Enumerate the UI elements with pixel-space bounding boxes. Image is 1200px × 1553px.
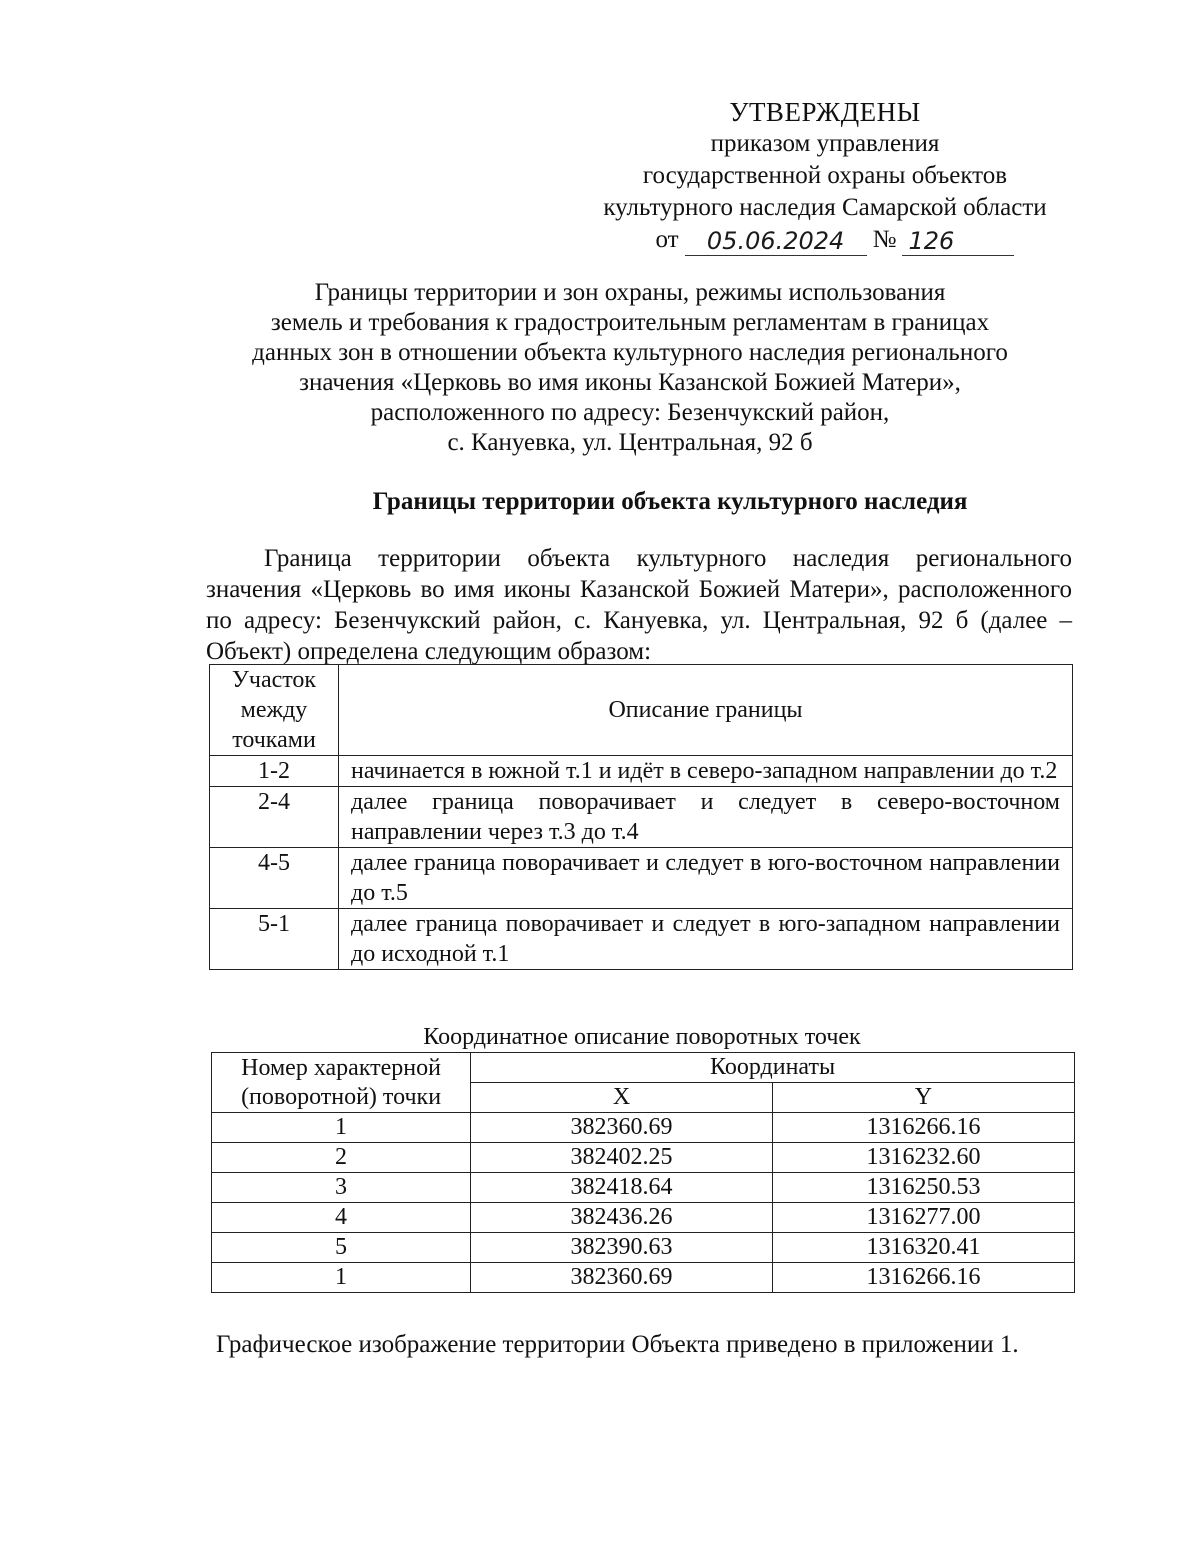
title-line-1: Границы территории и зон охраны, режимы использования	[314, 279, 946, 306]
title-line-5: расположенного по адресу: Безенчукский район,	[370, 399, 890, 426]
y-cell: 1316277.00	[772, 1203, 1074, 1233]
handwritten-date: 05.06.2024	[685, 227, 867, 256]
point-cell: 1	[212, 1113, 471, 1143]
boundary-header-row	[210, 665, 1073, 756]
x-cell: 382436.26	[471, 1203, 773, 1233]
point-cell: 1	[212, 1263, 471, 1293]
segment-cell: 1-2	[210, 756, 339, 787]
segment-cell: 2-4	[210, 787, 339, 848]
order-line	[580, 224, 1090, 256]
table-row	[212, 1173, 1075, 1203]
table-row	[212, 1113, 1075, 1143]
header-point-number: Номер характерной (поворотной) точки	[212, 1053, 471, 1113]
title-line-2: земель и требования к градостроительным регламентам в границах	[270, 309, 990, 336]
table-row	[210, 909, 1073, 970]
header-y: Y	[772, 1083, 1074, 1113]
approval-line-2: государственной охраны объектов	[642, 162, 1008, 189]
description-cell: далее граница поворачивает и следует в северо-восточном направлении через т.3 до т.4	[339, 787, 1073, 848]
y-cell: 1316250.53	[772, 1173, 1074, 1203]
table-row	[210, 787, 1073, 848]
y-cell: 1316320.41	[772, 1233, 1074, 1263]
point-cell: 4	[212, 1203, 471, 1233]
table-row	[210, 848, 1073, 909]
x-cell: 382360.69	[471, 1113, 773, 1143]
title-line-4: значения «Церковь во имя иконы Казанской Божией Матери»,	[299, 369, 961, 396]
table-row	[212, 1233, 1075, 1263]
coords-caption: Координатное описание поворотных точек	[423, 1024, 861, 1050]
footer-note: Графическое изображение территории Объекта приведено в приложении 1.	[216, 1331, 1019, 1358]
y-cell: 1316266.16	[772, 1113, 1074, 1143]
point-cell: 5	[212, 1233, 471, 1263]
description-cell: начинается в южной т.1 и идёт в северо-западном направлении до т.2	[339, 756, 1073, 787]
header-coordinates: Координаты	[471, 1053, 1075, 1083]
approval-line-3: культурного наследия Самарской области	[603, 194, 1047, 221]
y-cell: 1316232.60	[772, 1143, 1074, 1173]
point-cell: 3	[212, 1173, 471, 1203]
intro-paragraph: Граница территории объекта культурного наследия регионального значения «Церковь во имя иконы Казанской Божией Матери», расположенного по адресу: Безенчукский район, с. Кануевка, ул. Центральная, 92 б (далее – Объект) определена следующим образом:	[206, 545, 1072, 665]
x-cell: 382360.69	[471, 1263, 773, 1293]
handwritten-number: 126	[902, 227, 1014, 256]
description-cell: далее граница поворачивает и следует в юго-западном направлении до исходной т.1	[339, 909, 1073, 970]
approval-block	[560, 96, 1090, 256]
section-title: Границы территории объекта культурного наследия	[372, 488, 968, 515]
title-line-6: с. Кануевка, ул. Центральная, 92 б	[447, 429, 813, 456]
header-x: X	[471, 1083, 773, 1113]
coordinates-table	[211, 1052, 1075, 1293]
segment-cell: 5-1	[210, 909, 339, 970]
coords-header-row	[212, 1053, 1075, 1083]
x-cell: 382402.25	[471, 1143, 773, 1173]
approval-heading: УТВЕРЖДЕНЫ	[729, 97, 921, 127]
boundary-table	[209, 664, 1073, 970]
table-row	[212, 1263, 1075, 1293]
number-label: №	[872, 226, 897, 253]
x-cell: 382390.63	[471, 1233, 773, 1263]
segment-cell: 4-5	[210, 848, 339, 909]
point-cell: 2	[212, 1143, 471, 1173]
table-row	[212, 1143, 1075, 1173]
y-cell: 1316266.16	[772, 1263, 1074, 1293]
header-segment: Участок между точками	[210, 665, 339, 756]
header-description: Описание границы	[339, 665, 1073, 756]
title-line-3: данных зон в отношении объекта культурного наследия регионального	[252, 339, 1008, 366]
x-cell: 382418.64	[471, 1173, 773, 1203]
table-row	[212, 1203, 1075, 1233]
document-title	[150, 278, 1110, 458]
table-row	[210, 756, 1073, 787]
from-label: от	[655, 226, 679, 253]
description-cell: далее граница поворачивает и следует в юго-восточном направлении до т.5	[339, 848, 1073, 909]
approval-line-1: приказом управления	[710, 130, 940, 157]
